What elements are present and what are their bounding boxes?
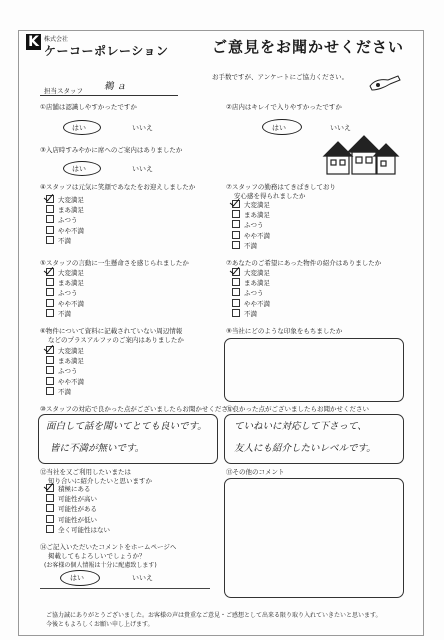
q5-option[interactable]: 不満	[46, 309, 84, 319]
q7-option[interactable]: 大変満足	[232, 200, 270, 210]
q6-text-line2: などのプラスアルファのご案内はありましたか	[48, 336, 184, 344]
q1-text: ①店舗は認識しやすかったですか	[40, 103, 137, 111]
checkbox[interactable]	[232, 231, 240, 239]
q7-text-line1: ⑦スタッフの勤務はてきぱきしており	[226, 183, 336, 191]
checkbox[interactable]	[232, 241, 240, 249]
checkbox[interactable]	[46, 278, 54, 286]
q10-text: ⑩スタッフの対応で良かった点がございましたらお聞かせください	[40, 405, 235, 413]
q10-answer-line1: 面白して話を聞いてとても良いです。	[46, 421, 207, 432]
q4-option[interactable]: やや不満	[46, 226, 84, 236]
q5-options	[46, 268, 84, 319]
footer-line1: ご協力誠にありがとうございました。お客様の声は貴重なご意見・ご感想として出来る限り取り入れていきたいと思います。	[46, 612, 382, 619]
checkbox[interactable]	[46, 299, 54, 307]
q7-option[interactable]: やや不満	[232, 231, 270, 241]
q6-option[interactable]: ふつう	[46, 366, 84, 376]
q12-option[interactable]: 可能性がある	[46, 504, 110, 514]
q4-option[interactable]: まあ満足	[46, 205, 84, 215]
q6-text-line1: ⑥物件について資料に記載されていない周辺情報	[40, 327, 183, 335]
q6-option[interactable]: まあ満足	[46, 356, 84, 366]
q3-yes[interactable]: はい	[72, 165, 86, 173]
q2-yes[interactable]: はい	[272, 124, 286, 132]
checkbox[interactable]	[232, 268, 240, 276]
q4-text: ④スタッフは元気に笑顔であなたをお迎えしましたか	[40, 183, 196, 191]
checkbox[interactable]	[232, 299, 240, 307]
q12-text-line2: 知り合いに紹介したいと思いますか	[48, 477, 152, 485]
q1-yes[interactable]: はい	[72, 124, 86, 132]
checkbox[interactable]	[232, 220, 240, 228]
q3-text: ③入店時すみやかに席へのご案内はありましたか	[40, 146, 183, 154]
checkbox[interactable]	[46, 205, 54, 213]
checkbox[interactable]	[46, 268, 54, 276]
q4-options	[46, 195, 84, 246]
q11-answer-line2: 友人にも紹介したいレベルです。	[234, 443, 376, 454]
q7-option[interactable]: まあ満足	[232, 210, 270, 220]
q1-no[interactable]: いいえ	[132, 124, 153, 132]
staff-name[interactable]: 鵜 ａ	[104, 81, 127, 92]
q12-option[interactable]: 全く可能性はない	[46, 525, 110, 535]
q11-answer-line1: ていねいに対応して下さって、	[234, 421, 367, 432]
q6-options	[46, 346, 84, 397]
checkbox[interactable]	[46, 236, 54, 244]
checkbox[interactable]	[46, 377, 54, 385]
q8-options	[232, 268, 270, 319]
houses-illustration	[322, 134, 400, 178]
checkbox[interactable]	[46, 226, 54, 234]
checkbox[interactable]	[46, 195, 54, 203]
checkbox[interactable]	[46, 525, 54, 533]
q14-text-line3: (お客様の個人情報は十分に配慮致します)	[44, 562, 157, 569]
checkbox[interactable]	[46, 215, 54, 223]
q8-option[interactable]: まあ満足	[232, 278, 270, 288]
q3-no[interactable]: いいえ	[132, 165, 153, 173]
q13-text: ⑬その他のコメント	[226, 468, 285, 476]
company-prefix: 株式会社	[44, 36, 69, 43]
page-title: ご意見をお聞かせください	[212, 38, 405, 56]
q8-option[interactable]: やや不満	[232, 299, 270, 309]
checkbox[interactable]	[232, 278, 240, 286]
q14-text-line2: 掲載してもよろしいでしょうか？	[48, 552, 146, 560]
q4-option[interactable]: 不満	[46, 236, 84, 246]
checkbox[interactable]	[232, 309, 240, 317]
q12-options	[46, 484, 110, 535]
q9-text: ⑨当社にどのような印象をもちましたか	[226, 327, 343, 335]
page-subtitle: お手数ですが、アンケートにご協力ください。	[212, 73, 349, 81]
q8-option[interactable]: 不満	[232, 309, 270, 319]
q6-option[interactable]: やや不満	[46, 377, 84, 387]
checkbox[interactable]	[46, 484, 54, 492]
q6-option[interactable]: 不満	[46, 387, 84, 397]
q4-option[interactable]: ふつう	[46, 215, 84, 225]
q7-option[interactable]: 不満	[232, 241, 270, 251]
checkbox[interactable]	[46, 346, 54, 354]
checkbox[interactable]	[46, 515, 54, 523]
checkbox[interactable]	[232, 210, 240, 218]
checkbox[interactable]	[46, 366, 54, 374]
q7-option[interactable]: ふつう	[232, 220, 270, 230]
q6-option[interactable]: 大変満足	[46, 346, 84, 356]
q7-text-line2: 安心感を得られましたか	[234, 192, 306, 200]
company-name: ケーコーポレーション	[44, 44, 169, 58]
q8-option[interactable]: 大変満足	[232, 268, 270, 278]
checkbox[interactable]	[232, 200, 240, 208]
checkbox[interactable]	[232, 288, 240, 296]
q5-option[interactable]: ふつう	[46, 288, 84, 298]
q2-text: ②店内はキレイで入りやすかったですか	[226, 103, 342, 111]
q14-text-line1: ⑭ご記入いただいたコメントをホームページへ	[40, 543, 177, 551]
checkbox[interactable]	[46, 387, 54, 395]
q8-text: ⑦あなたのご希望にあった物件の紹介はありましたか	[226, 259, 382, 267]
q7-options	[232, 200, 270, 251]
q12-option[interactable]: 可能性が低い	[46, 515, 110, 525]
q9-answer-box[interactable]	[224, 338, 404, 402]
q8-option[interactable]: ふつう	[232, 288, 270, 298]
checkbox[interactable]	[46, 504, 54, 512]
company-logo: K	[26, 34, 41, 50]
q2-no[interactable]: いいえ	[330, 124, 351, 132]
q12-option[interactable]: 可能性が高い	[46, 494, 110, 504]
q5-option[interactable]: やや不満	[46, 299, 84, 309]
pencil-icon	[366, 70, 404, 94]
checkbox[interactable]	[46, 309, 54, 317]
checkbox[interactable]	[46, 288, 54, 296]
staff-label: 担当スタッフ	[44, 87, 83, 95]
q5-text: ⑤スタッフの言動に一生懸命さを感じられましたか	[40, 259, 189, 267]
staff-underline	[40, 95, 178, 96]
q12-option[interactable]: 積極にある	[46, 484, 110, 494]
footer-line2: 今後ともよろしくお願い申し上げます。	[46, 621, 154, 628]
q11-text: ⑪良かった点がございましたらお聞かせください	[226, 405, 369, 413]
q4-option[interactable]: 大変満足	[46, 195, 84, 205]
checkbox[interactable]	[46, 356, 54, 364]
q14-yes[interactable]: はい	[70, 574, 84, 582]
q14-underline	[40, 588, 210, 589]
checkbox[interactable]	[46, 494, 54, 502]
q12-text-line1: ⑫当社を又ご利用したいまたは	[40, 468, 131, 476]
q14-no[interactable]: いいえ	[132, 574, 153, 582]
q5-option[interactable]: 大変満足	[46, 268, 84, 278]
footer-thanks	[46, 611, 382, 629]
q10-answer-line2: 皆に不満が無いです。	[50, 443, 145, 454]
q5-option[interactable]: まあ満足	[46, 278, 84, 288]
q13-answer-box[interactable]	[224, 478, 404, 598]
